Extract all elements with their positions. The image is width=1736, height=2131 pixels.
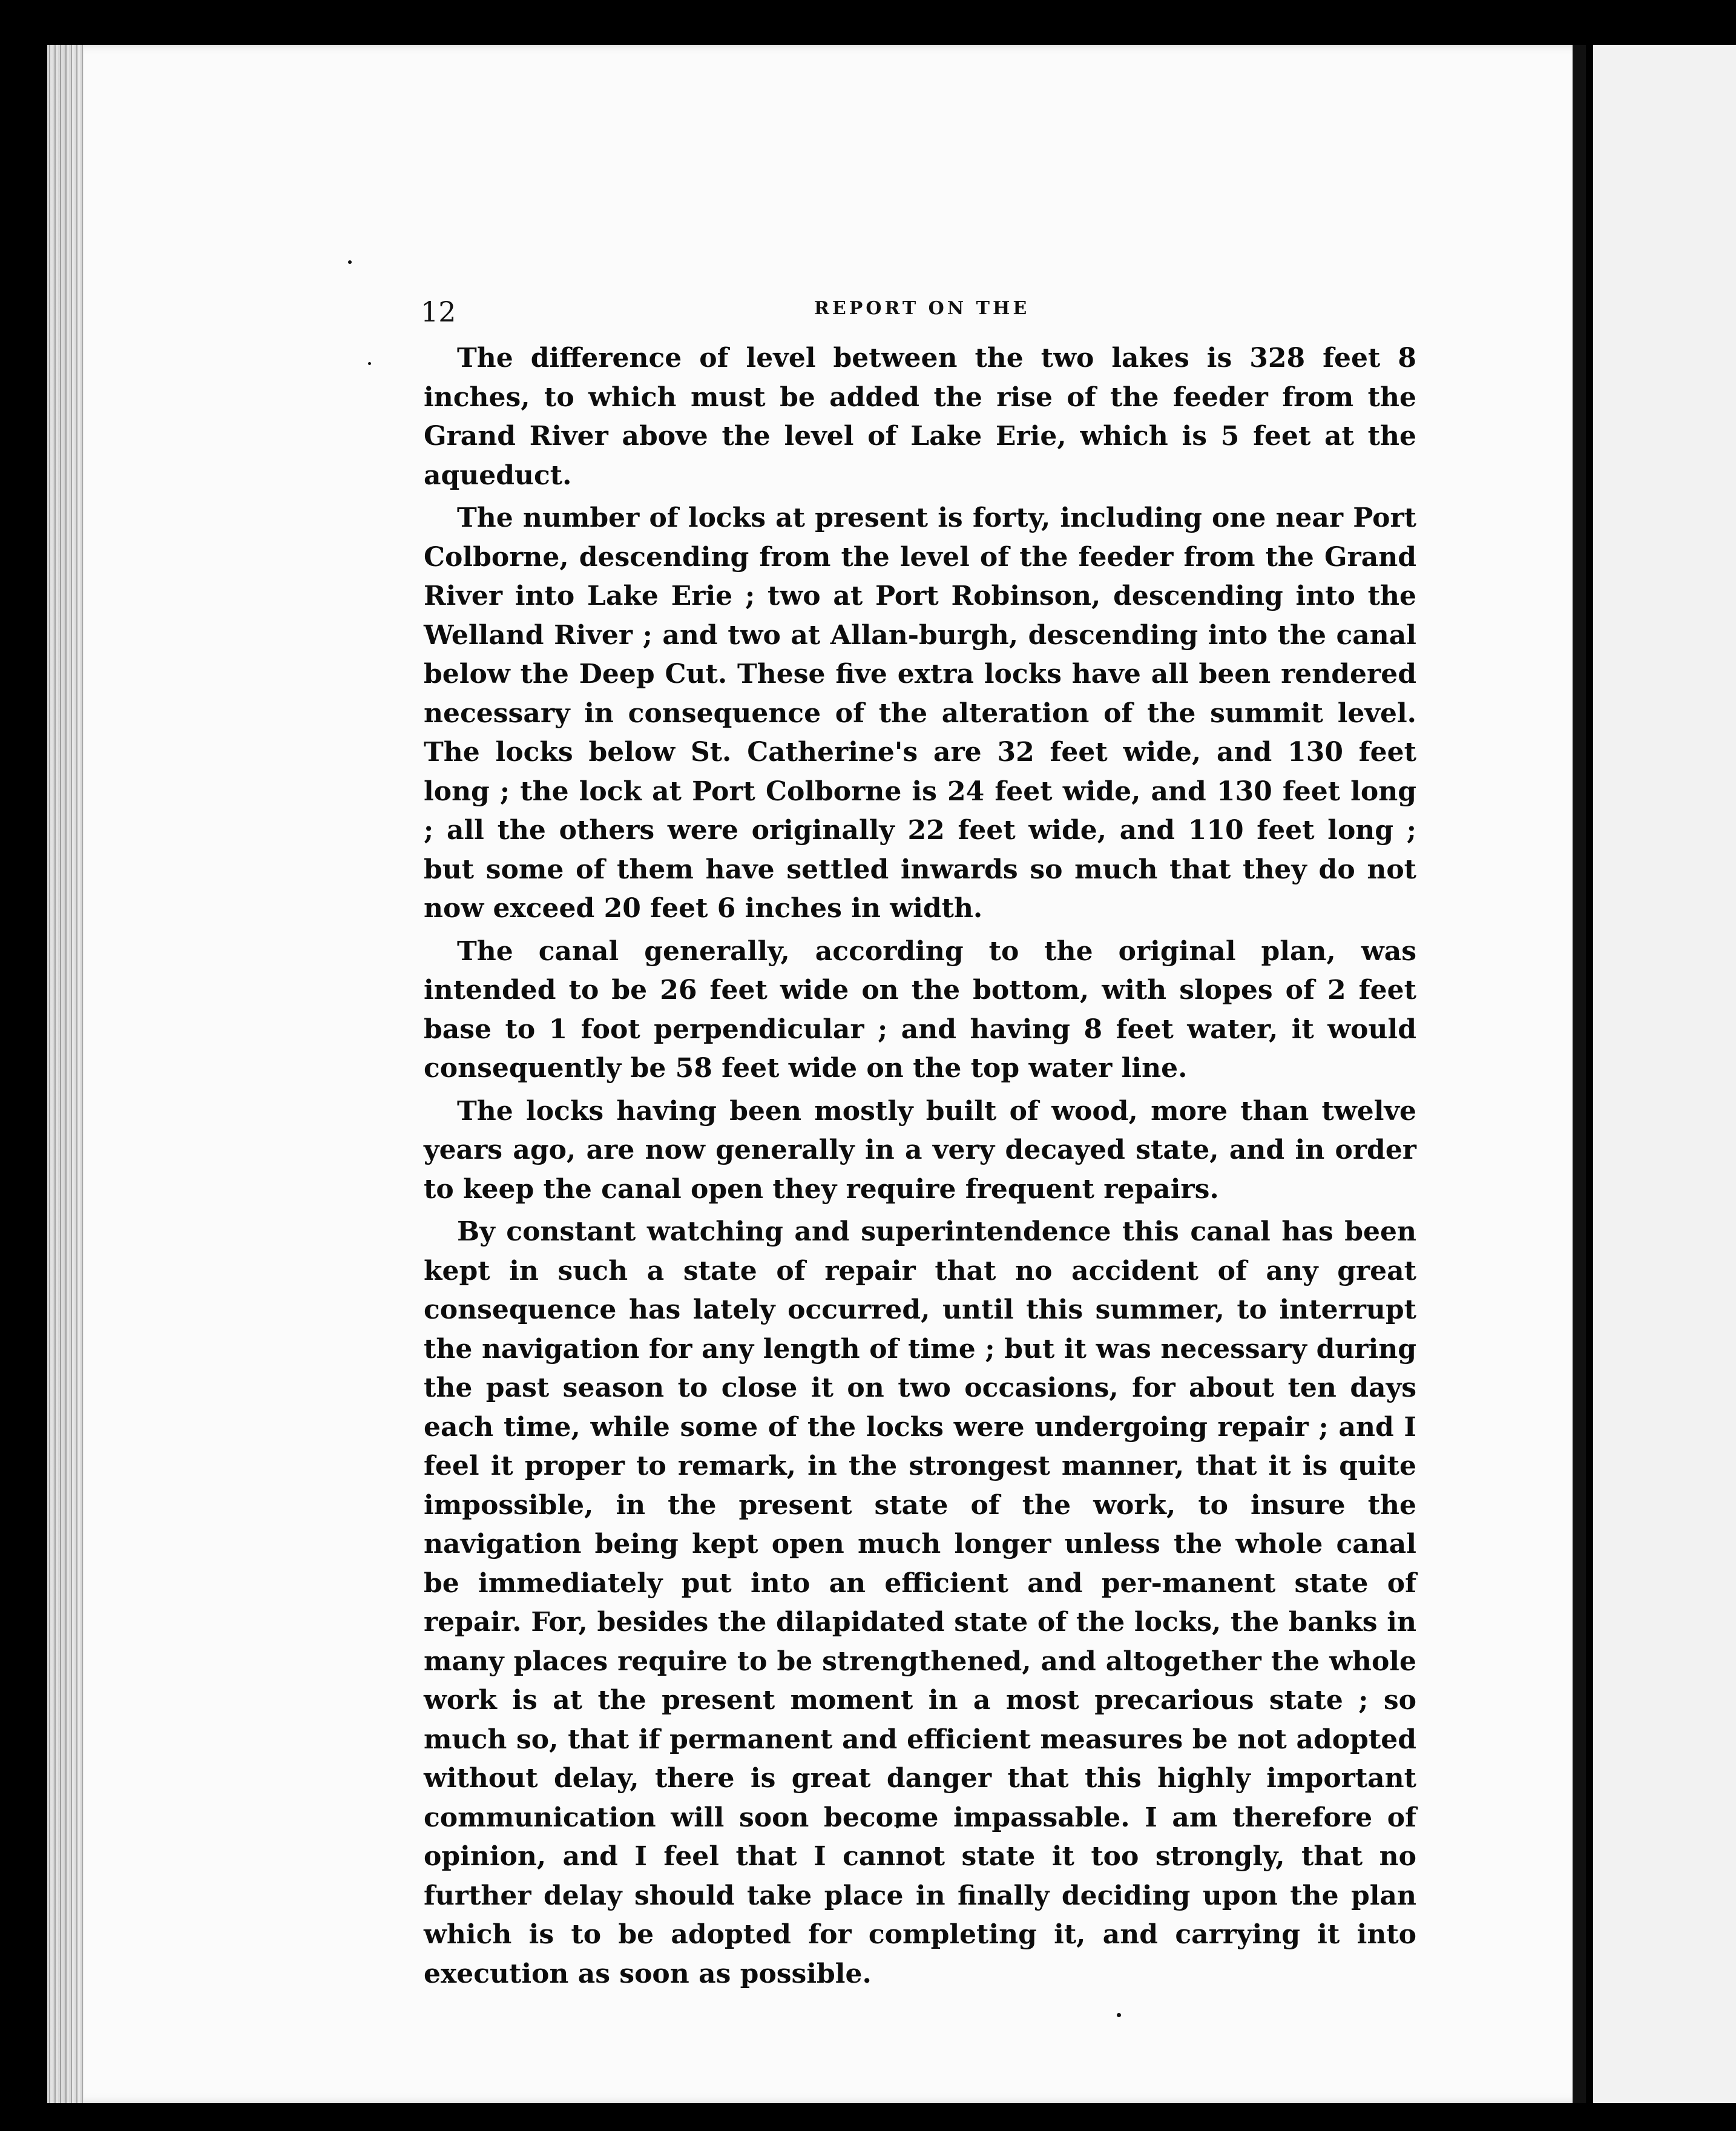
body-text [424, 339, 1416, 1997]
dust-speck [1117, 2013, 1121, 2017]
page-header [421, 291, 1419, 333]
dust-speck [368, 362, 371, 365]
right-page-sliver [1593, 45, 1736, 2103]
dust-speck [348, 260, 352, 264]
paragraph: The canal generally, according to the original plan, was intended to be 26 feet wide on the bottom, with slopes of 2 feet base to 1 foot perpendicular ; and having 8 feet water, it would consequently be 58 feet wide on the top water line. [424, 935, 1416, 1084]
paragraph: The difference of level between the two lakes is 328 feet 8 inches, to which must be added the rise of the feeder from the Grand River above the level of Lake Erie, which is 5 feet at the aqueduct. [424, 343, 1416, 491]
paragraph: By constant watching and superintendence this canal has been kept in such a state of repair that no accident of any great consequence has lately occurred, until this summer, to interrupt the navigation for any length of time ; but it was necessary during the past season to close it on two occasions, for about ten days each time, while some of the locks were undergoing repair ; and I feel it proper to remark, in the strongest manner, that it is quite impossible, in the present state of the work, to insure the navigation being kept open much longer unless the whole canal be immediately put into an efficient and per-manent state of repair. For, besides the dilapidated state of the locks, the banks in many places require to be strengthened, and altogether the whole work is at the present moment in a most precarious state ; so much so, that if permanent and efficient measures be not adopted without delay, there is great danger that this highly important communication will soon become impassable. I am therefore of opinion, and I feel that I cannot state it too strongly, that no further delay should take place in finally deciding upon the plan which is to be adopted for completing it, and carrying it into execution as soon as possible. [424, 1216, 1416, 1989]
paragraph: The number of locks at present is forty, including one near Port Colborne, descending from the level of the feeder from the Grand River into Lake Erie ; two at Port Robinson, descending into the Welland River ; and two at Allan-burgh, descending into the canal below the Deep Cut. These five extra locks have all been rendered necessary in consequence of the alteration of the summit level. The locks below St. Catherine's are 32 feet wide, and 130 feet long ; the lock at Port Colborne is 24 feet wide, and 130 feet long ; all the others were originally 22 feet wide, and 110 feet long ; but some of them have settled inwards so much that they do not now exceed 20 feet 6 inches in width. [424, 502, 1416, 924]
book-gutter [1573, 45, 1586, 2103]
running-head: REPORT ON THE [814, 298, 1030, 319]
paragraph: The locks having been mostly built of wood, more than twelve years ago, are now generally in a very decayed state, and in order to keep the canal open they require frequent repairs. [424, 1095, 1416, 1205]
page-edge-shading [47, 45, 84, 2103]
page-number: 12 [421, 295, 456, 328]
